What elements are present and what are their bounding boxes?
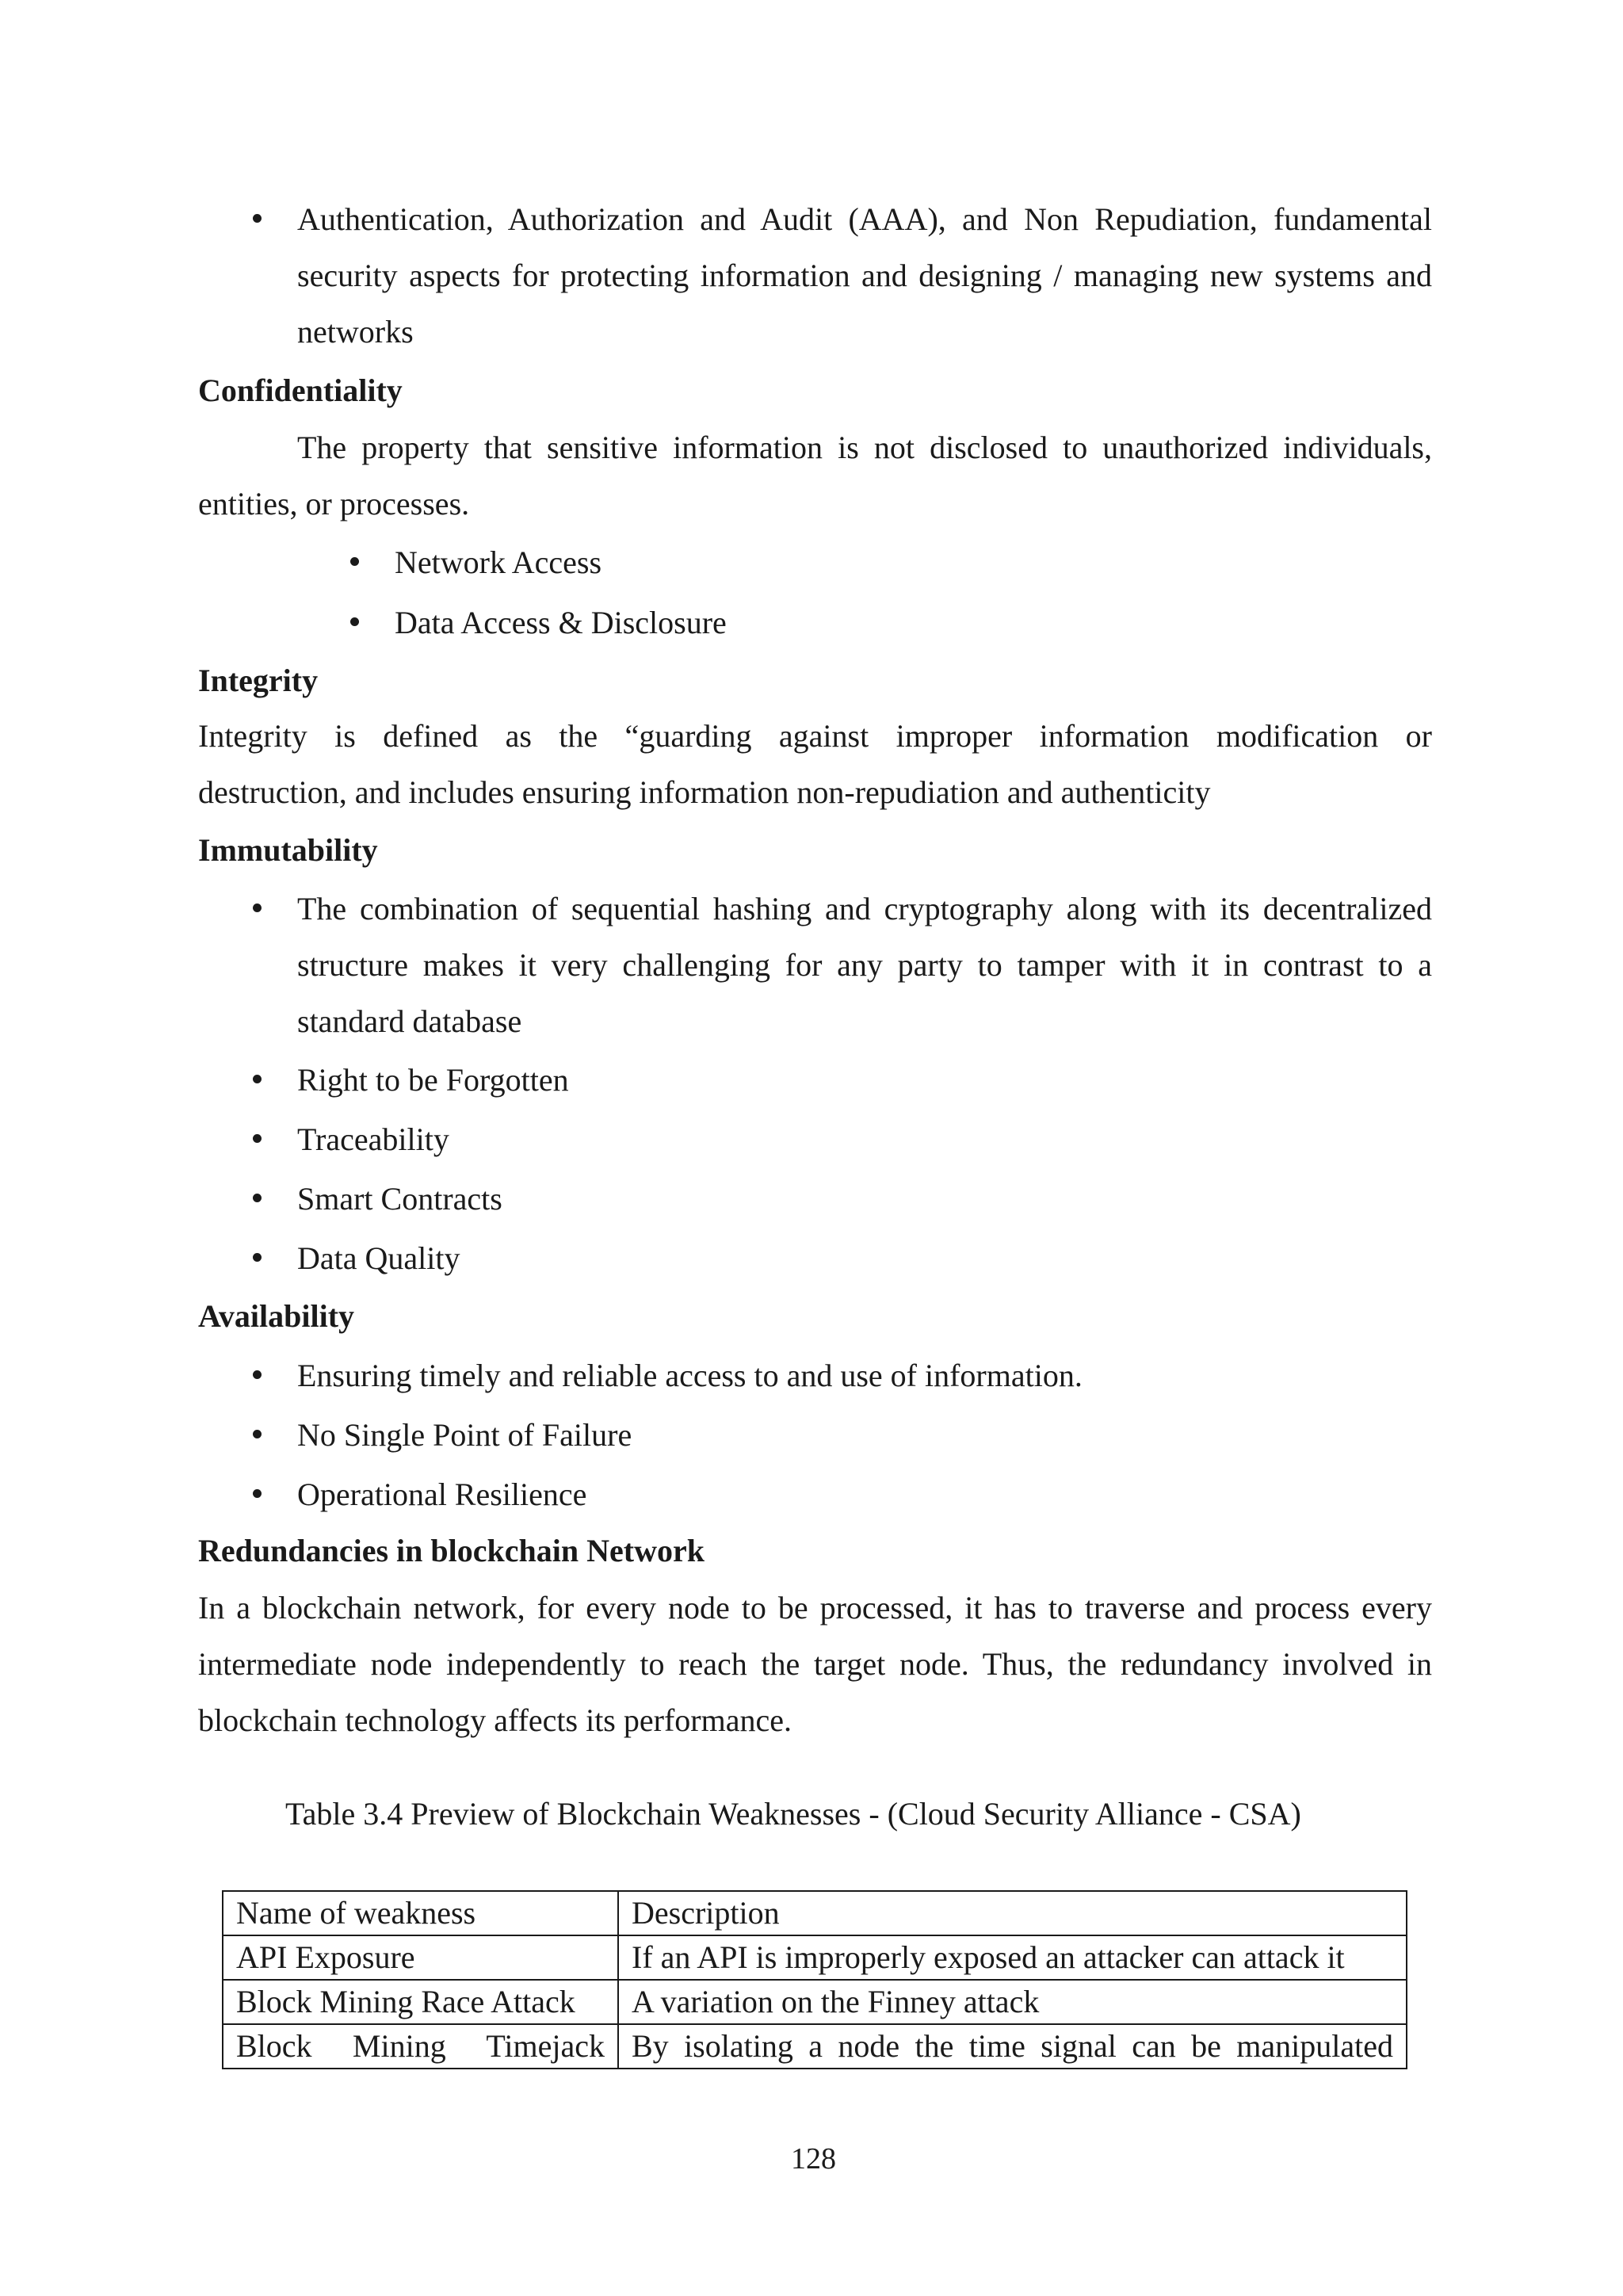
- intro-bullet-line-3: networks: [297, 314, 414, 350]
- bullet-dot: [253, 1075, 262, 1083]
- page-number: 128: [791, 2142, 836, 2176]
- confidentiality-bullet-2: Data Access & Disclosure: [395, 605, 727, 640]
- confidentiality-bullet-1: Network Access: [395, 544, 602, 580]
- bullet-dot: [253, 1430, 262, 1438]
- weakness-table: [222, 1890, 1407, 2069]
- table-cell-description: If an API is improperly exposed an attacker can attack it: [618, 1935, 1407, 1980]
- redundancies-para-line-3: blockchain technology affects its performance.: [198, 1702, 792, 1738]
- bullet-dot: [253, 1370, 262, 1379]
- integrity-para-line-2: destruction, and includes ensuring information non-repudiation and authenticity: [198, 774, 1211, 810]
- confidentiality-para-line-2: entities, or processes.: [198, 486, 470, 521]
- immutability-bullet-3: Traceability: [297, 1121, 449, 1157]
- heading-confidentiality: Confidentiality: [198, 372, 403, 408]
- table-cell-name: Block Mining Race Attack: [223, 1980, 618, 2024]
- table-cell-description: By isolating a node the time signal can be manipulated: [618, 2024, 1407, 2069]
- intro-bullet-line-1: Authentication, Authorization and Audit (AAA), and Non Repudiation, fundamental: [297, 201, 1432, 237]
- table-cell-name: Block Mining Timejack: [223, 2024, 618, 2069]
- redundancies-para-line-2: intermediate node independently to reach the target node. Thus, the redundancy involved in: [198, 1646, 1432, 1682]
- heading-redundancies: Redundancies in blockchain Network: [198, 1533, 705, 1568]
- availability-bullet-1: Ensuring timely and reliable access to and use of information.: [297, 1358, 1083, 1393]
- table-header-row: [223, 1891, 1407, 1935]
- availability-bullet-2: No Single Point of Failure: [297, 1417, 632, 1453]
- bullet-dot: [253, 1134, 262, 1143]
- table-header-cell: Description: [618, 1891, 1407, 1935]
- table-cell-name: API Exposure: [223, 1935, 618, 1980]
- bullet-dot: [350, 557, 359, 566]
- redundancies-para-line-1: In a blockchain network, for every node to be processed, it has to traverse and process every: [198, 1590, 1432, 1626]
- intro-bullet-line-2: security aspects for protecting information and designing / managing new systems and: [297, 258, 1432, 293]
- bullet-dot: [350, 617, 359, 626]
- table-header-cell: Name of weakness: [223, 1891, 618, 1935]
- integrity-para-line-1: Integrity is defined as the “guarding against improper information modification or: [198, 718, 1432, 754]
- immutability-bullet-5: Data Quality: [297, 1240, 460, 1276]
- heading-availability: Availability: [198, 1298, 355, 1334]
- table-row: [223, 2024, 1407, 2069]
- table-cell-description: A variation on the Finney attack: [618, 1980, 1407, 2024]
- bullet-dot: [253, 1489, 262, 1498]
- heading-integrity: Integrity: [198, 663, 319, 698]
- immutability-bullet-4: Smart Contracts: [297, 1181, 502, 1217]
- table-row: [223, 1935, 1407, 1980]
- bullet-dot: [253, 214, 262, 223]
- availability-bullet-3: Operational Resilience: [297, 1477, 587, 1512]
- immutability-bullet-2: Right to be Forgotten: [297, 1062, 569, 1098]
- immutability-bullet-line-2: structure makes it very challenging for any party to tamper with it in contrast to a: [297, 947, 1432, 983]
- heading-immutability: Immutability: [198, 832, 378, 868]
- table-caption: Table 3.4 Preview of Blockchain Weaknesses - (Cloud Security Alliance - CSA): [285, 1796, 1301, 1832]
- table-row: [223, 1980, 1407, 2024]
- bullet-dot: [253, 904, 262, 912]
- bullet-dot: [253, 1194, 262, 1202]
- bullet-dot: [253, 1253, 262, 1262]
- immutability-bullet-line-1: The combination of sequential hashing and cryptography along with its decentralized: [297, 891, 1432, 926]
- confidentiality-para-line-1: The property that sensitive information is not disclosed to unauthorized individuals,: [297, 430, 1432, 465]
- immutability-bullet-line-3: standard database: [297, 1003, 522, 1039]
